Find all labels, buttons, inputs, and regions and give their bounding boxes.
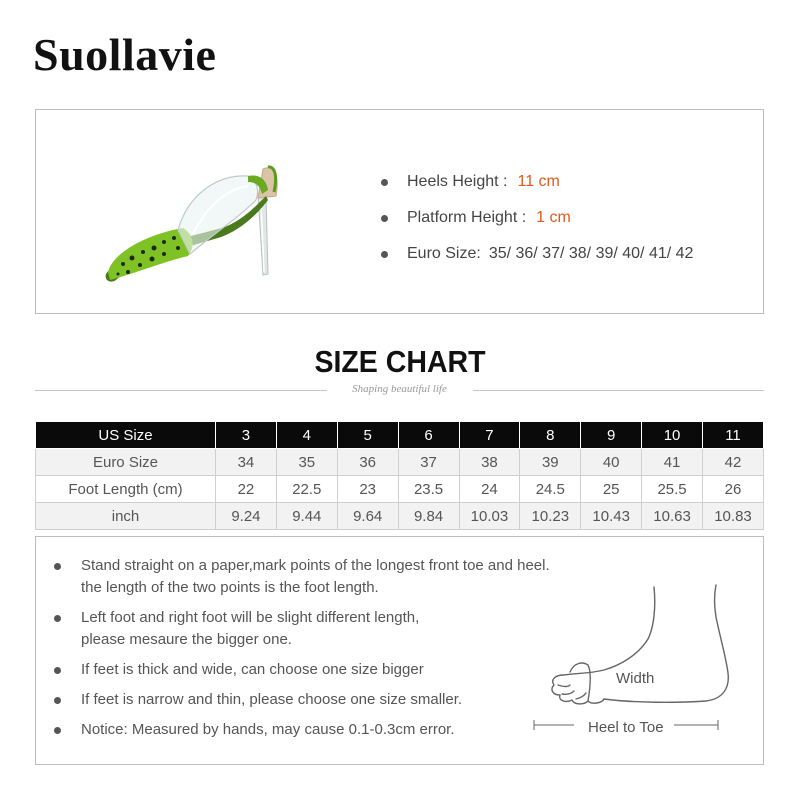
shoe-image [98,134,308,284]
table-cell: 23.5 [398,476,459,503]
table-cell: 9.44 [276,503,337,530]
spec-label: Platform Height : [407,209,527,226]
table-cell: 10.63 [642,503,703,530]
table-cell: 25 [581,476,642,503]
table-cell: 42 [703,449,764,476]
table-cell: 41 [642,449,703,476]
bullet-icon [381,215,388,222]
list-item [54,719,550,741]
table-row [36,476,764,503]
row-label: Foot Length (cm) [36,476,216,503]
header-cell: 9 [581,422,642,449]
row-label: inch [36,503,216,530]
spec-label: Euro Size: [407,245,481,262]
heel-to-toe-label: Heel to Toe [588,719,664,736]
table-cell: 10.03 [459,503,520,530]
width-label: Width [616,670,655,687]
note-line: If feet is thick and wide, can choose one size bigger [81,661,424,678]
foot-diagram [526,577,746,736]
table-cell: 9.24 [216,503,277,530]
list-item [54,607,550,651]
row-label: Euro Size [36,449,216,476]
table-cell: 25.5 [642,476,703,503]
table-cell: 24 [459,476,520,503]
header-cell: 7 [459,422,520,449]
note-line: Stand straight on a paper,mark points of the longest front toe and heel. [81,557,550,574]
spec-label: Heels Height : [407,173,508,190]
bullet-icon [54,697,61,704]
table-cell: 26 [703,476,764,503]
size-chart-title: SIZE CHART [314,344,486,379]
table-cell: 39 [520,449,581,476]
header-cell: US Size [36,422,216,449]
table-cell: 38 [459,449,520,476]
note-line: Left foot and right foot will be slight different length, [81,609,420,626]
measure-instructions-panel [35,536,764,765]
table-cell: 40 [581,449,642,476]
size-chart-subtitle-divider [35,380,764,402]
note-line: Notice: Measured by hands, may cause 0.1-0.3cm error. [81,721,455,738]
size-table [35,421,764,530]
table-cell: 10.23 [520,503,581,530]
spec-value: 35/ 36/ 37/ 38/ 39/ 40/ 41/ 42 [488,245,694,262]
table-cell: 37 [398,449,459,476]
bullet-icon [381,251,388,258]
spec-value: 1 cm [536,209,571,226]
header-cell: 5 [337,422,398,449]
list-item [54,555,550,599]
size-chart-subtitle: Shaping beautiful life [352,383,447,395]
foot-outline-icon [526,577,746,732]
brand-logo: Suollavie [33,29,217,80]
product-spec-panel [35,109,764,314]
note-line: the length of the two points is the foot length. [81,579,379,596]
spec-platform-height [381,200,693,236]
header-cell: 4 [276,422,337,449]
table-cell: 9.84 [398,503,459,530]
table-cell: 10.83 [703,503,764,530]
bullet-icon [54,667,61,674]
header-cell: 10 [642,422,703,449]
list-item [54,689,550,711]
table-cell: 10.43 [581,503,642,530]
table-cell: 36 [337,449,398,476]
table-cell: 22.5 [276,476,337,503]
note-line: If feet is narrow and thin, please choose one size smaller. [81,691,463,708]
table-header-row [36,422,764,449]
table-cell: 24.5 [520,476,581,503]
header-cell: 6 [398,422,459,449]
header-cell: 11 [703,422,764,449]
spec-list [381,164,693,272]
table-cell: 34 [216,449,277,476]
table-cell: 22 [216,476,277,503]
header-cell: 3 [216,422,277,449]
table-cell: 23 [337,476,398,503]
note-line: please mesaure the bigger one. [81,631,292,648]
table-row [36,449,764,476]
list-item [54,659,550,681]
bullet-icon [54,727,61,734]
header-cell: 8 [520,422,581,449]
spec-heel-height [381,164,693,200]
spec-value: 11 cm [517,173,560,190]
bullet-icon [54,615,61,622]
table-cell: 9.64 [337,503,398,530]
instruction-list [54,555,550,749]
bullet-icon [54,563,61,570]
table-cell: 35 [276,449,337,476]
spec-euro-size [381,236,693,272]
bullet-icon [381,179,388,186]
table-row [36,503,764,530]
